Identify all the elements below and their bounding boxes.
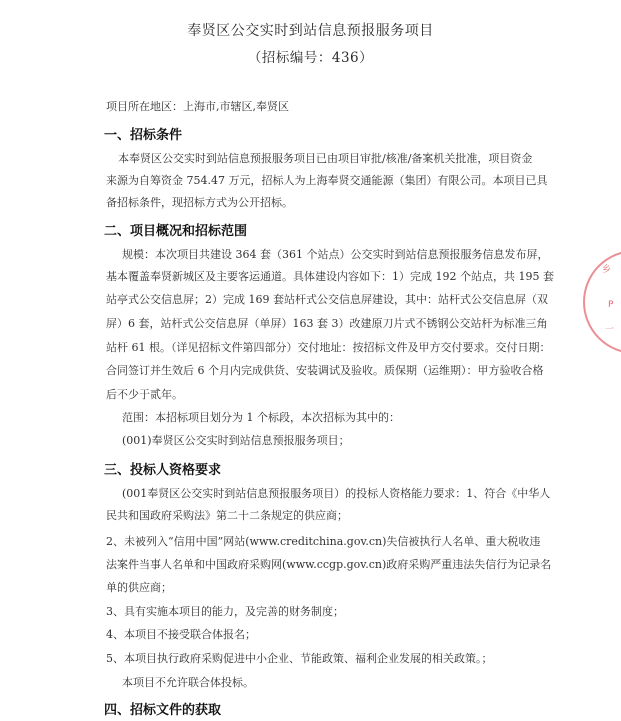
stamp-glyph: 乡 — [602, 265, 612, 275]
paragraph-line: 范围：本招标项目划分为 1 个标段，本次招标为其中的： — [122, 411, 400, 424]
stamp-glyph: P — [608, 300, 614, 310]
paragraph-line: 本奉贤区公交实时到站信息预报服务项目已由项目审批/核准/备案机关批准，项目资金 — [118, 152, 533, 165]
paragraph-line: 来源为自筹资金 754.47 万元，招标人为上海奉贤交通能源（集团）有限公司。本项目已具 — [106, 174, 548, 187]
paragraph-line: 基本覆盖奉贤新城区及主要客运通道。具体建设内容如下：1）完成 192 个站点，共 195 套 — [106, 270, 554, 283]
paragraph-line: 屏）6 套，站杆式公交信息屏（单屏）163 套 3）改建原刀片式不锈钢公交站杆为标准三角 — [106, 317, 548, 330]
paragraph-line: (001奉贤区公交实时到站信息预报服务项目）的投标人资格能力要求：1、符合《中华人 — [122, 487, 551, 500]
stamp-glyph: 一 — [605, 325, 615, 335]
paragraph-line: 规模：本次项目共建设 364 套（361 个站点）公交实时到站信息预报服务信息发布屏， — [122, 248, 549, 261]
paragraph-line: 民共和国政府采购法》第二十二条规定的供应商； — [106, 509, 348, 522]
project-location: 项目所在地区：上海市,市辖区,奉贤区 — [106, 100, 289, 113]
tender-number: （招标编号：436） — [247, 50, 374, 66]
section-heading-qualification: 三、投标人资格要求 — [104, 463, 222, 478]
paragraph-line: 备招标条件，现招标方式为公开招标。 — [106, 196, 293, 209]
document-title: 奉贤区公交实时到站信息预报服务项目 — [187, 23, 434, 39]
paragraph-line: 合同签订并生效后 6 个月内完成供货、安装调试及验收。质保期（运维期）：甲方验收合格 — [106, 364, 544, 377]
paragraph-line: 5、本项目执行政府采购促进中小企业、节能政策、福利企业发展的相关政策。； — [106, 652, 493, 665]
paragraph-line: 站亭式公交信息屏；2）完成 169 套站杆式公交信息屏建设，其中：站杆式公交信息屏（双 — [106, 293, 548, 306]
paragraph-line: 本项目不允许联合体投标。 — [122, 676, 254, 689]
paragraph-line: 站杆 61 根。（详见招标文件第四部分）交付地址：按招标文件及甲方交付要求。交付日期： — [106, 341, 551, 354]
paragraph-line: 后不少于贰年。 — [106, 388, 183, 401]
paragraph-line: 单的供应商； — [106, 581, 172, 594]
paragraph-line: 2、未被列入“信用中国”网站(www.creditchina.gov.cn)失信被执行人名单、重大税收违 — [106, 535, 541, 548]
paragraph-line: (001)奉贤区公交实时到站信息预报服务项目； — [122, 434, 350, 447]
paragraph-line: 4、本项目不接受联合体报名； — [106, 628, 256, 641]
section-heading-documents: 四、招标文件的获取 — [104, 703, 222, 718]
section-heading-conditions: 一、招标条件 — [104, 128, 183, 143]
paragraph-line: 法案件当事人名单和中国政府采购网(www.ccgp.gov.cn)政府采购严重违法失信行为记录名 — [106, 558, 552, 571]
section-heading-overview: 二、项目概况和招标范围 — [104, 224, 248, 239]
paragraph-line: 3、具有实施本项目的能力，及完善的财务制度； — [106, 605, 344, 618]
